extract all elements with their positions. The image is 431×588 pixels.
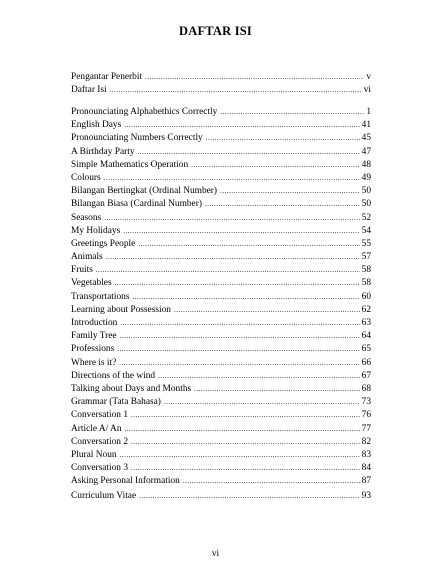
- toc-entry: [71, 84, 371, 97]
- toc-entry-title: Curriculum Vitae: [71, 491, 137, 501]
- toc-entry: [71, 409, 371, 422]
- toc-entry: [71, 198, 371, 211]
- toc-entry-title: Bilangan Bertingkat (Ordinal Number): [71, 186, 218, 197]
- dot-leader: [115, 277, 360, 290]
- toc-entry-title: Conversation 2: [71, 436, 129, 447]
- toc-entry: [71, 330, 371, 343]
- dot-leader: [119, 357, 359, 370]
- toc-entry-title: Conversation 3: [71, 463, 129, 474]
- toc-entry-page: 55: [361, 238, 371, 249]
- toc-entry: [71, 264, 371, 277]
- toc-entry: [71, 291, 371, 304]
- toc-entry-page: 47: [361, 146, 371, 157]
- dot-leader: [138, 146, 360, 159]
- dot-leader: [96, 264, 360, 277]
- toc-entry: [71, 423, 371, 436]
- dot-leader: [205, 198, 360, 211]
- toc-entry: [71, 449, 371, 462]
- toc-entry-page: 54: [361, 225, 371, 236]
- toc-entry-page: v: [366, 72, 371, 82]
- toc-back-matter: [71, 490, 371, 503]
- toc-entry-title: Simple Mathematics Operation: [71, 159, 189, 170]
- toc-entry-page: 73: [361, 397, 371, 408]
- dot-leader: [138, 238, 359, 251]
- dot-leader: [131, 462, 360, 475]
- dot-leader: [120, 449, 360, 462]
- toc-entry-page: 64: [361, 331, 371, 342]
- toc-entry: [71, 106, 371, 119]
- toc-entry-title: Introduction: [71, 318, 118, 328]
- toc-front-matter: [71, 71, 371, 97]
- toc-entry: [71, 238, 371, 251]
- toc-entry: [71, 383, 371, 396]
- toc-entry: [71, 212, 371, 225]
- toc-entry: [71, 436, 371, 449]
- dot-leader: [124, 119, 359, 132]
- toc-entry-title: Family Tree: [71, 331, 117, 342]
- toc-entry: [71, 462, 371, 475]
- dot-leader: [206, 132, 360, 145]
- dot-leader: [106, 251, 360, 264]
- dot-leader: [125, 423, 360, 436]
- toc-entry: [71, 172, 371, 185]
- dot-leader: [131, 409, 360, 422]
- toc-entry: [71, 304, 371, 317]
- dot-leader: [174, 304, 360, 317]
- toc-entry-title: Directions of the wind: [71, 370, 156, 381]
- toc-entry: [71, 119, 371, 132]
- toc-entry-page: 50: [361, 199, 371, 210]
- toc-entry-page: 1: [366, 107, 371, 117]
- toc-entry: [71, 251, 371, 264]
- toc-entry-page: 66: [361, 357, 371, 368]
- toc-entry-title: Bilangan Biasa (Cardinal Number): [71, 199, 202, 210]
- toc-entry-page: 77: [361, 423, 371, 434]
- dot-leader: [145, 71, 364, 84]
- dot-leader: [183, 475, 360, 488]
- dot-leader: [158, 370, 360, 383]
- dot-leader: [220, 106, 364, 119]
- toc-entry: [71, 396, 371, 409]
- toc-entry-page: 63: [361, 318, 371, 328]
- dot-leader: [131, 436, 360, 449]
- toc-entry-title: Asking Personal Information: [71, 476, 180, 487]
- toc-entry-page: 62: [361, 304, 371, 315]
- page-number: vi: [211, 549, 220, 559]
- dot-leader: [164, 396, 360, 409]
- toc-entry: [71, 357, 371, 370]
- toc-entry-title: Grammar (Tata Bahasa): [71, 397, 161, 408]
- toc-entry: [71, 132, 371, 145]
- toc-entry-page: 65: [361, 344, 371, 355]
- toc-entry: [71, 146, 371, 159]
- toc-entry: [71, 185, 371, 198]
- toc-chapters: [71, 106, 371, 488]
- toc-entry-page: 49: [361, 172, 371, 183]
- dot-leader: [139, 490, 359, 503]
- toc-entry-page: 48: [361, 159, 371, 170]
- toc-entry-title: Professions: [71, 344, 115, 355]
- toc-entry-title: Daftar Isi: [71, 85, 107, 96]
- dot-leader: [220, 185, 360, 198]
- dot-leader: [117, 343, 359, 356]
- dot-leader: [104, 212, 359, 225]
- toc-entry-page: 82: [361, 436, 371, 447]
- toc-entry-page: 87: [361, 476, 371, 487]
- toc-entry-title: Plural Noun: [71, 449, 117, 460]
- toc-entry-title: Animals: [71, 252, 103, 263]
- dot-leader: [110, 84, 362, 97]
- toc-entry-page: 57: [361, 252, 371, 263]
- toc-entry-title: Transportations: [71, 291, 130, 302]
- toc-entry-title: Vegetables: [71, 278, 112, 289]
- toc-entry-title: Talking about Days and Months: [71, 383, 192, 394]
- toc-entry-title: My Holidays: [71, 225, 121, 236]
- toc-entry-title: Colours: [71, 172, 101, 183]
- toc-entry-page: 58: [361, 265, 371, 276]
- toc-entry-page: 52: [361, 212, 371, 223]
- toc-entry-title: Greetings People: [71, 238, 136, 249]
- toc-entry-page: 76: [361, 410, 371, 421]
- toc-entry-title: A Birthday Party: [71, 146, 135, 157]
- toc-entry-title: Pengantar Penerbit: [71, 72, 143, 82]
- toc-entry: [71, 277, 371, 290]
- toc-entry-page: 83: [361, 449, 371, 460]
- toc-entry-title: Article A/ An: [71, 423, 122, 434]
- toc-entry-title: Pronounciating Alphabethics Correctly: [71, 107, 218, 117]
- toc-entry-title: Fruits: [71, 265, 93, 276]
- toc-entry-page: 93: [361, 491, 371, 501]
- toc-entry-page: 45: [361, 133, 371, 144]
- toc-entry: [71, 71, 371, 84]
- toc-entry: [71, 370, 371, 383]
- toc-entry-page: 84: [361, 463, 371, 474]
- toc-entry-page: 58: [361, 278, 371, 289]
- page-title: DAFTAR ISI: [179, 24, 252, 38]
- dot-leader: [120, 330, 360, 343]
- dot-leader: [191, 159, 359, 172]
- toc-entry-page: 50: [361, 186, 371, 197]
- toc-entry: [71, 490, 371, 503]
- dot-leader: [123, 225, 359, 238]
- dot-leader: [133, 291, 360, 304]
- dot-leader: [194, 383, 359, 396]
- dot-leader: [120, 317, 359, 330]
- toc-entry: [71, 475, 371, 488]
- toc-entry-page: vi: [363, 85, 371, 96]
- toc-entry: [71, 225, 371, 238]
- toc-entry-title: Learning about Possession: [71, 304, 171, 315]
- toc-entry-page: 60: [361, 291, 371, 302]
- toc-entry-title: English Days: [71, 120, 122, 131]
- toc-entry-page: 67: [361, 370, 371, 381]
- dot-leader: [104, 172, 360, 185]
- toc-entry-title: Where is it?: [71, 357, 117, 368]
- toc-entry-title: Conversation 1: [71, 410, 129, 421]
- toc-entry: [71, 317, 371, 330]
- toc-entry-page: 68: [361, 383, 371, 394]
- toc-entry-title: Pronounciating Numbers Correctly: [71, 133, 203, 144]
- toc-entry: [71, 159, 371, 172]
- toc-entry-page: 41: [361, 120, 371, 131]
- toc-entry: [71, 343, 371, 356]
- toc-entry-title: Seasons: [71, 212, 102, 223]
